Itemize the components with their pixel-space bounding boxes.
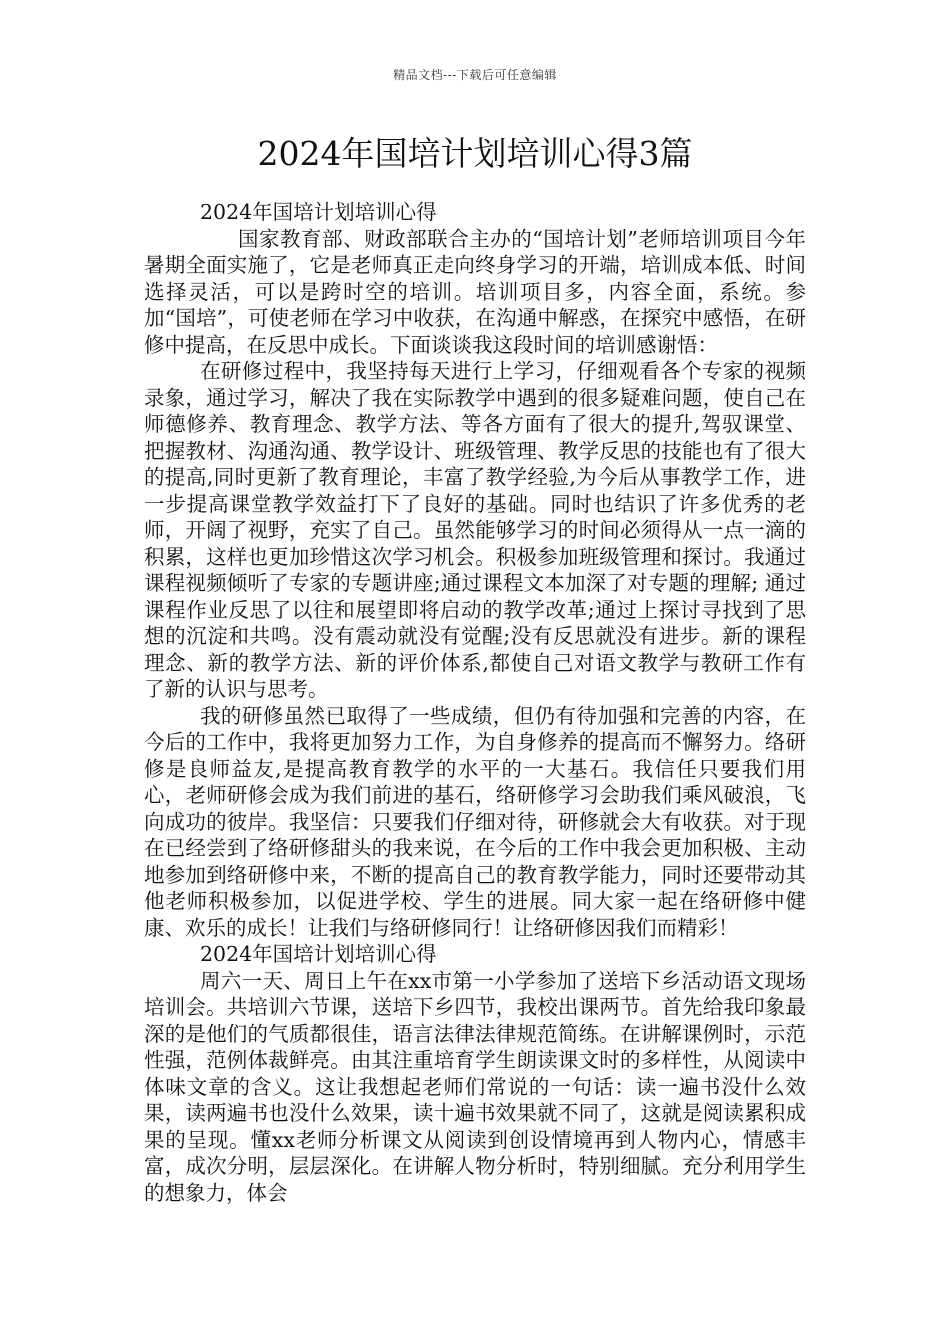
paragraph: 我的研修虽然已取得了一些成绩，但仍有待加强和完善的内容，在今后的工作中，我将更加努力工作，为自身修养的提高而不懈努力。络研修是良师益友,是提高教育教学的水平的一大基石。我信任只要我们用心，老师研修会成为我们前进的基石，络研修学习会助我们乘风破浪，飞向成功的彼岸。我坚信：只要我们仔细对待，研修就会大有收获。对于现在已经尝到了络研修甜头的我来说，在今后的工作中我会更加积极、主动地参加到络研修中来，不断的提高自己的教育教学能力，同时还要带动其他老师积极参加，以促进学校、学生的进展。同大家一起在络研修中健康、欢乐的成长！让我们与络研修同行！让络研修因我们而精彩！ bbox=[144, 703, 806, 940]
paragraph: 国家教育部、财政部联合主办的“国培计划”老师培训项目今年暑期全面实施了，它是老师真正走向终身学习的开端，培训成本低、时间选择灵活，可以是跨时空的培训。培训项目多，内容全面，系统。参加“国培”，可使老师在学习中收获，在沟通中解惑，在探究中感悟，在研修中提高，在反思中成长。下面谈谈我这段时间的培训感谢悟： bbox=[144, 226, 806, 357]
header-note: 精品文档---下载后可任意编辑 bbox=[393, 68, 557, 82]
section-heading: 2024年国培计划培训心得 bbox=[200, 942, 437, 966]
section-heading: 2024年国培计划培训心得 bbox=[200, 200, 437, 224]
document-body bbox=[144, 199, 806, 1206]
paragraph: 周六一天、周日上午在xx市第一小学参加了送培下乡活动语文现场培训会。共培训六节课，送培下乡四节，我校出课两节。首先给我印象最深的是他们的气质都很佳，语言法律法律规范简练。在讲解课例时，示范性强，范例体裁鲜亮。由其注重培育学生朗读课文时的多样性，从阅读中体味文章的含义。这让我想起老师们常说的一句话：读一遍书没什么效果，读两遍书也没什么效果，读十遍书效果就不同了，这就是阅读累积成果的呈现。懂xx老师分析课文从阅读到创设情境再到人物内心，情感丰富，成次分明，层层深化。在讲解人物分析时，特别细腻。充分利用学生的想象力，体会 bbox=[144, 968, 806, 1205]
document-title: 2024年国培计划培训心得3篇 bbox=[257, 134, 693, 173]
paragraph: 在研修过程中，我坚持每天进行上学习，仔细观看各个专家的视频录象，通过学习，解决了我在实际教学中遇到的很多疑难问题，使自己在师德修养、教育理念、教学方法、等各方面有了很大的提升,驾驭课堂、把握教材、沟通沟通、教学设计、班级管理、教学反思的技能也有了很大的提高,同时更新了教育理论，丰富了教学经验,为今后从事教学工作，进一步提高课堂教学效益打下了良好的基础。同时也结识了许多优秀的老师，开阔了视野，充实了自己。虽然能够学习的时间必须得从一点一滴的积累，这样也更加珍惜这次学习机会。积极参加班级管理和探讨。我通过课程视频倾听了专家的专题讲座;通过课程文本加深了对专题的理解; 通过课程作业反思了以往和展望即将启动的教学改革;通过上探讨寻找到了思想的沉淀和共鸣。没有震动就没有觉醒;没有反思就没有进步。新的课程理念、新的教学方法、新的评价体系,都使自己对语文教学与教研工作有了新的认识与思考。 bbox=[144, 359, 806, 701]
